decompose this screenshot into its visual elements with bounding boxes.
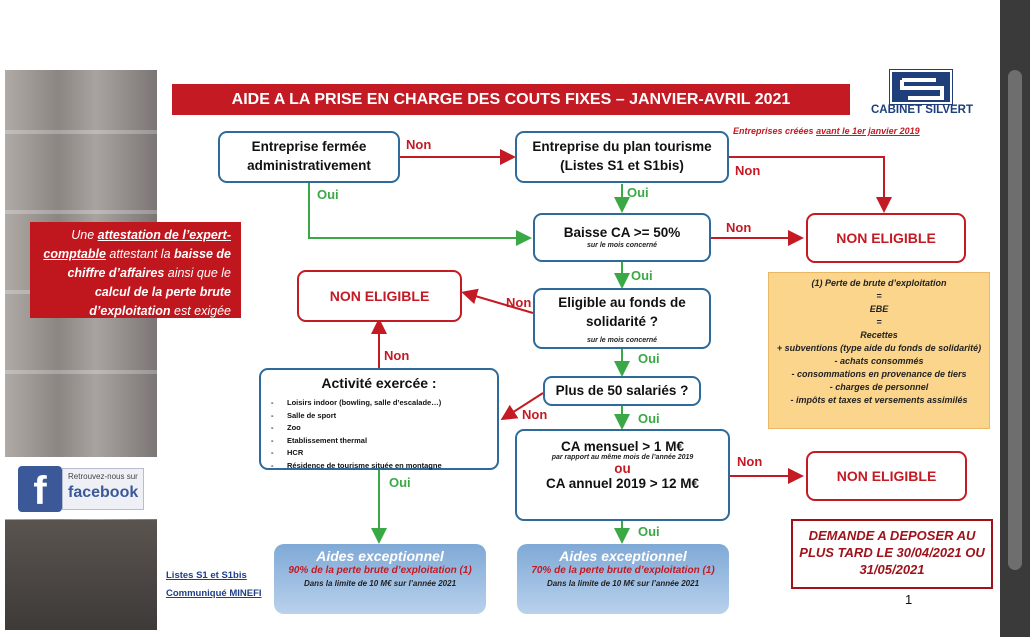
node-baisse-ca-label: Baisse CA >= 50%: [563, 225, 681, 240]
cabinet-name: CABINET SILVERT: [870, 104, 973, 116]
node-chiffre-affaires: [515, 429, 730, 521]
facebook-icon[interactable]: f: [18, 466, 62, 512]
definition-title: (1) Perte de brute d’exploitation: [811, 278, 947, 288]
label-oui: Oui: [638, 351, 660, 366]
label-non: Non: [506, 295, 532, 310]
label-oui: Oui: [389, 475, 411, 490]
aide-percent: 90% de la perte brute d’exploitation (1): [288, 565, 472, 576]
label-oui: Oui: [317, 187, 339, 202]
definition-line: =: [876, 291, 882, 301]
label-non: Non: [384, 348, 410, 363]
activite-item: - Zoo: [271, 422, 497, 435]
aide-percent: 70% de la perte brute d’exploitation (1): [531, 565, 715, 576]
definition-line: + subventions (type aide du fonds de solidarité): [776, 343, 982, 353]
label-non: Non: [522, 407, 548, 422]
node-baisse-ca: [533, 213, 711, 262]
node-fonds-label: Eligible au fonds de solidarité ?: [558, 295, 686, 329]
definition-line: - achats consommés: [834, 356, 924, 366]
definition-line: - charges de personnel: [829, 382, 929, 392]
node-baisse-ca-sub: sur le mois concerné: [586, 242, 658, 249]
node-fonds-solidarite: [533, 288, 711, 349]
scrollbar-thumb[interactable]: [1008, 70, 1022, 570]
label-non: Non: [406, 137, 432, 152]
node-fermee: Entreprise fermée administrativement: [218, 131, 400, 183]
node-ca-mensuel: CA mensuel > 1 M€: [561, 439, 684, 454]
aide-box-70: [517, 544, 729, 614]
activite-title: Activité exercée :: [321, 375, 437, 391]
link-listes[interactable]: Listes S1 et S1bis: [166, 570, 247, 581]
aide-limit: Dans la limite de 10 M€ sur l’année 2021: [546, 579, 700, 588]
aide-title: Aides exceptionnel: [559, 548, 687, 564]
activite-item: - Salle de sport: [271, 410, 497, 423]
node-plan-tourisme: Entreprise du plan tourisme (Listes S1 et S1bis): [515, 131, 729, 183]
node-fonds-sub: sur le mois concerné: [586, 337, 658, 344]
node-non-eligible-3: NON ELIGIBLE: [806, 451, 967, 501]
node-non-eligible-2: NON ELIGIBLE: [297, 270, 462, 322]
aide-box-90: [274, 544, 486, 614]
aide-limit: Dans la limite de 10 M€ sur l’année 2021: [303, 579, 457, 588]
node-non-eligible-1: NON ELIGIBLE: [806, 213, 966, 263]
node-ca-mensuel-sub: par rapport au même mois de l’année 2019: [551, 454, 694, 461]
link-communique[interactable]: Communiqué MINEFI: [166, 588, 262, 599]
label-oui: Oui: [638, 524, 660, 539]
label-non: Non: [735, 163, 761, 178]
node-ou: ou: [614, 461, 631, 476]
label-non: Non: [726, 220, 752, 235]
definition-line: =: [876, 317, 882, 327]
activite-item: - HCR: [271, 447, 497, 460]
activite-item: - Loisirs indoor (bowling, salle d’escalade…): [271, 397, 497, 410]
label-oui: Oui: [627, 185, 649, 200]
label-oui: Oui: [631, 268, 653, 283]
label-non: Non: [737, 454, 763, 469]
activite-item: - Résidence de tourisme située en montagne: [271, 460, 497, 473]
aide-title: Aides exceptionnel: [316, 548, 444, 564]
page-title: AIDE A LA PRISE EN CHARGE DES COUTS FIXES – JANVIER-AVRIL 2021: [172, 84, 850, 115]
definition-box: [768, 272, 990, 429]
definition-line: - consommations en provenance de tiers: [791, 369, 967, 379]
facebook-wordmark: facebook: [68, 484, 139, 501]
activite-list: [261, 397, 497, 472]
node-ca-annuel: CA annuel 2019 > 12 M€: [546, 476, 699, 491]
node-activite: [259, 368, 499, 470]
label-oui: Oui: [638, 411, 660, 426]
demande-deadline-box: DEMANDE A DEPOSER AU PLUS TARD LE 30/04/2021 OU 31/05/2021: [791, 519, 993, 589]
node-salaries: Plus de 50 salariés ?: [543, 376, 701, 406]
definition-line: EBE: [869, 304, 889, 314]
activite-item: - Etablissement thermal: [271, 435, 497, 448]
definition-line: Recettes: [860, 330, 898, 340]
creation-date-note: Entreprises créées avant le 1er janvier 2019: [733, 126, 920, 136]
definition-line: - impôts et taxes et versements assimilés: [790, 395, 968, 405]
attestation-note: Une attestation de l’expert-comptable attestant la baisse de chiffre d’affaires ainsi que le calcul de la perte brute d’exploitation est exigée: [30, 222, 241, 318]
facebook-caption: Retrouvez-nous sur: [68, 472, 138, 481]
page-number: 1: [905, 592, 913, 607]
